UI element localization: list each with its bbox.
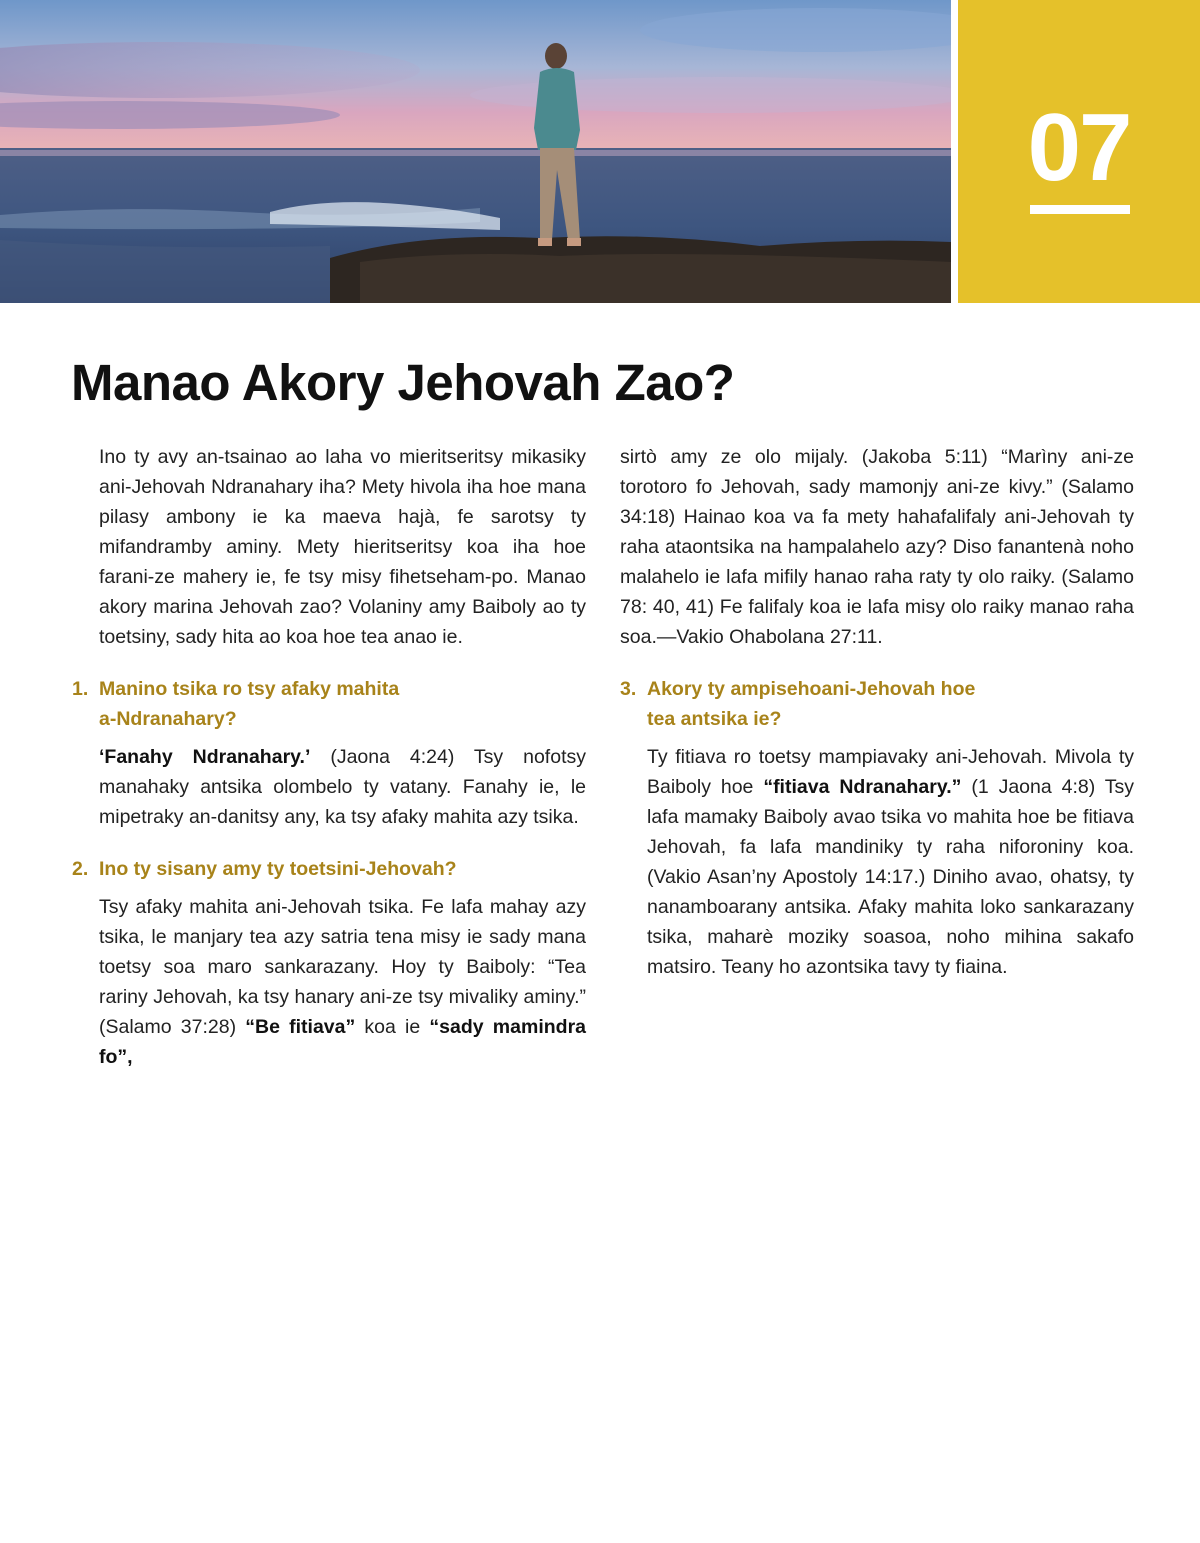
question-text: Ino ty sisany amy ty toetsini-Jehovah?	[99, 858, 457, 880]
answer-3: Ty fitiava ro toetsy mampiavaky ani-Jehovah. Mivola ty Baiboly hoe “fitiava Ndranahary.” (1 Jaona 4:8) Tsy lafa mamaky Baiboly avao tsika vo mahita hoe be fitiava Jehovah, fa lafa mandiniky ty raha niforoniny koa. (Vakio Asan’ny Apostoly 14:17.) Diniho avao, ohatsy, ty nanamboarany antsika. Afaky mahita loko sankarazany tsika, maharè moziky soasoa, noho mihina sakafo matsiro. Teany ho azontsika tavy ty fiaina.	[647, 746, 1135, 978]
chapter-badge	[958, 0, 1200, 303]
question-text: Akory ty ampisehoani-Jehovah hoe tea antsika ie?	[647, 678, 976, 730]
answer-2-bold-2: “sady mamindra fo”,	[99, 1016, 586, 1068]
answer-2-bold-1: “Be fitiava”	[245, 1016, 356, 1038]
answer-2-continued: sirtò amy ze olo mijaly. (Jakoba 5:11) “Marìny ani-ze torotoro fo Jehovah, sady mamonjy ani-ze kivy.” (Salamo 34:18) Hainao koa va fa mety hahafalifaly ani-Jehovah ty raha ataontsika na hampalahelo azy? Diso fanantenà noho malahelo ie lafa mifily hanao raha raty ty olo raiky. (Salamo 78: 40, 41) Fe falifaly koa ie lafa misy olo raiky manao raha soa.—Vakio Ohabolana 27:11.	[620, 446, 1134, 648]
answer-1-bold: ‘Fanahy Ndranahary.’	[99, 746, 311, 768]
question-number: 1.	[72, 678, 89, 700]
chapter-number: 07	[1027, 94, 1131, 201]
answer-2: Tsy afaky mahita ani-Jehovah tsika. Fe lafa mahay azy tsika, le manjary tea azy satria tena misy ie sady mana toetsy soa maro sankarazany. Hoy ty Baiboly: “Tea rariny Jehovah, ka tsy hanary ani-ze tsy mivaliky aminy.” (Salamo 37:28) “Be fitiava” koa ie “sady mamindra fo”,	[99, 896, 586, 1068]
intro-paragraph: Ino ty avy an-tsainao ao laha vo mieritseritsy mikasiky ani-Jehovah Ndranahary iha? Mety hivola iha hoe mana pilasy ambony ie ka maeva hajà, fe sarotsy ty mifandramby aminy. Mety hieritseritsy koa iha hoe farani-ze mahery ie, fe tsy misy fihetseham-po. Manao akory marina Jehovah zao? Volaniny amy Baiboly ao ty toetsiny, sady hita ao koa hoe tea anao ie.	[99, 446, 586, 648]
question-number: 2.	[72, 858, 89, 880]
question-3	[620, 674, 1134, 734]
hero-image	[0, 0, 951, 303]
chapter-underline	[1030, 205, 1130, 214]
right-column	[620, 442, 1134, 982]
question-number: 3.	[620, 678, 637, 700]
answer-1: ‘Fanahy Ndranahary.’ (Jaona 4:24) Tsy nofotsy manahaky antsika olombelo ty vatany. Fanahy ie, le mipetraky an-danitsy any, ka tsy afaky mahita azy tsika.	[99, 746, 586, 828]
question-2	[72, 854, 586, 884]
left-column	[72, 442, 586, 1072]
answer-3-bold: “fitiava Ndranahary.”	[763, 776, 962, 798]
seascape-photo	[0, 0, 951, 303]
question-1	[72, 674, 586, 734]
question-text: Manino tsika ro tsy afaky mahita a-Ndranahary?	[99, 678, 400, 730]
page-title: Manao Akory Jehovah Zao?	[71, 354, 735, 411]
